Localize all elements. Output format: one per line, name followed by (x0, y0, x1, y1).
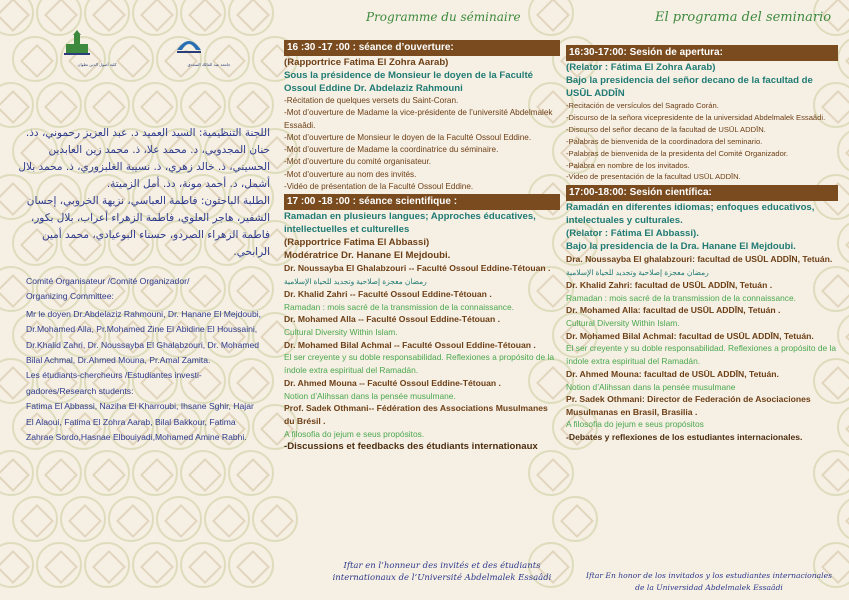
es-item: -Palabra en nombre de los invitados. (566, 160, 690, 170)
fr-session2-header: 17 :00 -18 :00 : séance scientifique : (284, 194, 560, 210)
talk-title: Notion d’Alihssan dans la pensée musulmane. (284, 390, 456, 401)
es-item: -Discurso del señor decano de la facultad de USŪL ADDĪN. (566, 124, 766, 134)
talk-title: Ramadan : mois sacré de la transmission de la connaissance. (566, 292, 796, 303)
pattern-tile (837, 496, 849, 542)
committee-members: Mr le doyen Dr.Abdelaziz Rahmouni, Dr. Hanane El Mejdoubi, Dr.Mohamed Alla, Pr.Mohamed Zine El Abidine El Houssaini, Dr.Khalid Zahri, Dr. Noussayba El Ghalabzouri, Dr. Mohamed Bilal Achmal, Dr.Ahmed Mouna, Pr.Amal Zamita. (26, 308, 262, 366)
talk-speaker: Pr. Sadek Othmani: Director de Federación de Asociaciones Musulmanas en Brasil, Brasilia . (566, 394, 811, 417)
es-session2-presidence: Bajo la presidencia de la Dra. Hanane El Mejdoubi. (566, 241, 796, 253)
talk-speaker: Dr. Mohamed Bilal Achmal: facultad de USŪL ADDĪN, Tetuán. (566, 330, 814, 341)
pattern-tile (813, 450, 849, 496)
talk-speaker: Dr. Ahmed Mouna -- Faculté Ossoul Eddine-Tétouan . (284, 377, 501, 388)
fr-item: -Mot d’ouverture du comité organisateur. (284, 157, 431, 167)
talk-speaker: Dr. Noussayba El Ghalabzouri -- Faculté Ossoul Eddine-Tétouan . (284, 263, 551, 274)
pattern-tile (528, 450, 574, 496)
es-iftar-footer (578, 570, 840, 594)
es-session2-closing: -Debates y reflexiones de los estudiantes internacionales. (566, 432, 803, 443)
fr-program-title: Programme du séminaire (366, 10, 521, 24)
es-session1-header: 16:30-17:00: Sesión de apertura: (566, 45, 838, 61)
pattern-tile (60, 496, 106, 542)
talk-title: رمضان معجزة إصلاحية وتجديد للحياة الإسلامية (284, 276, 427, 286)
university-logo-caption: جامعة عبد المالك السعدي (187, 62, 231, 67)
fr-item: -Mot d’ouverture de Madame la coordinatrice du séminaire. (284, 145, 499, 155)
faculty-logo-caption: كلية أصول الدين تطوان (77, 62, 117, 67)
fr-session2-rapporteur: (Rapportrice Fatima El Abbassi) (284, 237, 430, 249)
pattern-tile (837, 312, 849, 358)
pattern-tile (132, 0, 178, 36)
talk-title: El ser creyente y su doble responsabilidad. Reflexiones a propósito de la índole extra espiritual del Ramadán. (284, 352, 555, 376)
pattern-tile (36, 450, 82, 496)
es-session2-theme: Ramadán en diferentes idiomas; enfoques educativos, intelectuales y culturales. (566, 202, 815, 227)
pattern-tile (0, 542, 34, 588)
committee-block (26, 274, 261, 445)
talk-title: Cultural Diversity Within Islam. (284, 326, 398, 337)
pattern-tile (0, 0, 34, 36)
students-title-line-2: gadores/Research students: (26, 385, 134, 396)
spanish-program-column (566, 45, 838, 444)
pattern-tile (228, 542, 274, 588)
pattern-tile (84, 82, 130, 128)
es-item: -Palabras de bienvenida de la coordinadora del seminario. (566, 136, 763, 146)
es-item: -Video de presentación de la facultad USŪL ADDĪN. (566, 172, 741, 182)
talk-speaker: Dr. Mohamed Bilal Achmal -- Faculté Ossoul Eddine-Tétouan . (284, 339, 536, 350)
fr-iftar-footer (322, 560, 562, 584)
university-logo (174, 30, 244, 67)
es-item: -Recitación de versículos del Sagrado Corán. (566, 101, 719, 110)
pattern-tile (837, 36, 849, 82)
committee-title-line-1: Comité Organisateur /Comité Organizador/ (26, 276, 190, 286)
es-session2-header: 17:00-18:00: Sesión científica: (566, 185, 838, 201)
pattern-tile (132, 542, 178, 588)
pattern-tile (180, 82, 226, 128)
fr-footer-line-2: internationaux de l’Université Abdelmalek Essaâdi (332, 573, 552, 583)
es-item: -Palabras de bienvenida de la presidenta del Comité Organizador. (566, 148, 789, 158)
fr-session1-rapporteur: (Rapportrice Fatima El Zohra Aarab) (284, 57, 449, 68)
talk-title: Cultural Diversity Within Islam. (566, 317, 680, 328)
arabic-committee-block (10, 125, 270, 261)
talk-speaker: Dra. Noussayba El ghalabzouri: facultad de USŪL ADDĪN, Tetuán. (566, 254, 833, 265)
pattern-tile (180, 450, 226, 496)
faculty-logo (62, 30, 132, 67)
es-session1-presidence: Bajo la presidencia del señor decano de la facultad de USŪL ADDĪN (566, 75, 813, 99)
pattern-tile (108, 496, 154, 542)
pattern-tile (84, 542, 130, 588)
talk-speaker: Dr. Mohamed Alla -- Faculté Ossoul Eddine-Tétouan . (284, 314, 500, 325)
es-session2-talks (566, 253, 838, 431)
talk-title: A filosofia do jejum e seus propósitos (566, 419, 704, 430)
es-footer-line-1: Iftar En honor de los invitados y los estudiantes internacionales (585, 571, 832, 580)
fr-item: -Vidéo de présentation de la Faculté Ossoul Eddine. (284, 182, 474, 192)
pattern-tile (837, 128, 849, 174)
talk-speaker: Dr. Khalid Zahri: facultad de USŪL ADDĪN, Tetuán . (566, 279, 773, 290)
es-item: -Discurso de la señora vicepresidente de la universidad Abdelmalek Essaâdi. (566, 112, 826, 122)
fr-session2-theme: Ramadan en plusieurs langues; Approches éducatives, intellectuelles et culturelles (284, 211, 536, 236)
pattern-tile (36, 82, 82, 128)
fr-item: -Récitation de quelques versets du Saint-Coran. (284, 96, 459, 105)
pattern-tile (156, 496, 202, 542)
committee-title-line-2: Organizing Committee: (26, 291, 114, 302)
pattern-tile (837, 220, 849, 266)
pattern-tile (228, 450, 274, 496)
pattern-tile (528, 0, 574, 36)
fr-session2-talks (284, 262, 560, 440)
fr-session1-presidence: Sous la présidence de Monsieur le doyen de la Faculté Ossoul Eddine Dr. Abdelaziz Rahmouni (284, 70, 533, 94)
es-session1-items (566, 100, 838, 183)
es-footer-line-2: de la Universidad Abdelmalek Essaâdi (635, 583, 783, 592)
talk-speaker: Dr. Ahmed Mouna: facultad de USŪL ADDĪN, Tetuán. (566, 368, 779, 379)
talk-title: A filosofia do jejum e seus propósitos. (284, 428, 425, 439)
students-title-line-1: Les étudiants-chercheurs /Estudiantes investi- (26, 370, 202, 381)
pattern-tile (0, 82, 34, 128)
es-program-title: El programa del seminario (655, 10, 832, 25)
pattern-tile (132, 82, 178, 128)
french-program-column (284, 40, 560, 453)
pattern-tile (132, 450, 178, 496)
students-list: Fatima El Abbassi, Naziha El Kharroubi, Ihsane Sghir, Hajar El Alaoui, Fatima El Zohra Aarab, Bilal Bakkour, Fatima Zahrae Sordo,Hasnae Elbouiyadi,Mohamed Amine Rabhi. (26, 401, 254, 443)
university-emblem-icon (174, 30, 204, 56)
pattern-tile (204, 496, 250, 542)
talk-title: Notion d’Alihssan dans la pensée musulmane (566, 381, 736, 392)
es-session1-rapporteur: (Relator : Fátima El Zohra Aarab) (566, 62, 716, 73)
arabic-research-students: الطلبة الباحثون: فاطمة العباسي، نزيهة الخروبي، إحسان الشفير، هاجر العلوي، فاطمة الزهراء أعراب، بلال بكور، فاطمة الزهراء الصردو، حسناء البوعيادي، محمد أمين الرابحي. (26, 195, 270, 258)
fr-session2-closing: -Discussions et feedbacks des étudiants internationaux (284, 441, 538, 453)
pattern-tile (180, 542, 226, 588)
pattern-tile (36, 542, 82, 588)
fr-item: -Mot d’ouverture au nom des invités. (284, 169, 417, 179)
pattern-tile (837, 404, 849, 450)
faculty-emblem-icon (62, 30, 92, 56)
fr-session1-items (284, 95, 560, 193)
pattern-tile (552, 496, 598, 542)
fr-session2-moderator: Modératrice Dr. Hanane El Mejdoubi. (284, 250, 451, 262)
pattern-tile (12, 36, 58, 82)
talk-speaker: Dr. Mohamed Alla: facultad de USŪL ADDĪN, Tetuán . (566, 305, 781, 316)
fr-item: -Mot d’ouverture de Madame la vice-présidente de l’université Abdelmalek Essaâdi. (284, 108, 553, 130)
pattern-tile (12, 496, 58, 542)
fr-session1-header: 16 :30 -17 :00 : séance d’ouverture: (284, 40, 560, 56)
pattern-tile (84, 450, 130, 496)
talk-title: Ramadan : mois sacré de la transmission de la connaissance. (284, 301, 514, 312)
arabic-organizing-committee: اللجنة التنظيمية: السيد العميد د. عبد العزيز رحموني، دذ. حنان المجدوبي، د. محمد علا، ذ. محمد زين العابدين الحسيني، ذ. خالد زهري، ذ. نسيبة الغلبزوري، ذ. محمد بلال أشمل، د. أحمد مونة، دذ. أمل الزميتة. (18, 127, 270, 190)
talk-speaker: Prof. Sadek Othmani-- Fédération des Associations Musulmanes du Brésil . (284, 403, 548, 426)
pattern-tile (228, 82, 274, 128)
talk-title: رمضان معجزة إصلاحية وتجديد للحياة الإسلامية (566, 267, 709, 277)
talk-speaker: Dr. Khalid Zahri -- Faculté Ossoul Eddine-Tétouan . (284, 288, 492, 299)
fr-footer-line-1: Iftar en l’honneur des invités et des étudiants (343, 561, 541, 571)
pattern-tile (252, 496, 298, 542)
pattern-tile (0, 450, 34, 496)
fr-item: -Mot d’ouverture de Monsieur le doyen de la Faculté Ossoul Eddine. (284, 132, 532, 142)
talk-title: El ser creyente y su doble responsabilidad. Reflexiones a propósito de la índole extra espiritual del Ramadán. (566, 343, 837, 367)
es-session2-rapporteur: (Relator : Fátima El Abbassi). (566, 228, 699, 240)
